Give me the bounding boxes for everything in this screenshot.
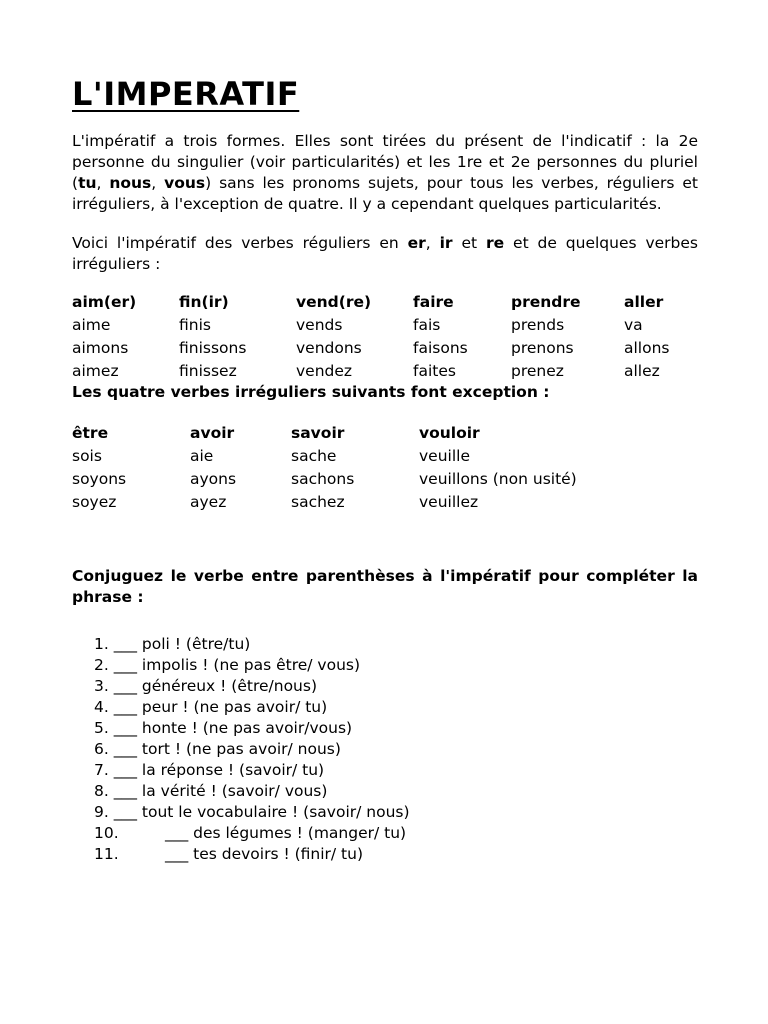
- verb-form: vendons: [296, 339, 362, 357]
- exercise-title: Conjuguez le verbe entre parenthèses à l'impératif pour compléter la phrase :: [72, 567, 698, 606]
- answer-blank[interactable]: ___: [113, 740, 137, 758]
- item-text: peur ! (ne pas avoir/ tu): [141, 698, 328, 716]
- item-number: 11.: [94, 845, 119, 863]
- verb-form: faites: [413, 362, 456, 380]
- verb-header: vend(re): [296, 293, 372, 311]
- answer-blank[interactable]: ___: [164, 845, 189, 863]
- verb-header: savoir: [291, 424, 345, 442]
- exercise-item: [94, 634, 698, 655]
- intro-paragraph: L'impératif a trois formes. Elles sont tirées du présent de l'indicatif : la 2e personne du singulier (voir particularités) et les 1re et 2e personnes du pluriel (tu, nous, vous) sans les pronoms sujets, pour tous les verbes, réguliers et irréguliers, à l'exception de quatre. Il y a cependant quelques particularités.: [72, 132, 698, 213]
- answer-blank[interactable]: ___: [113, 635, 137, 653]
- item-number: 1.: [94, 635, 109, 653]
- exercise-item: [94, 718, 698, 739]
- ending-re: re: [485, 234, 505, 252]
- item-text: tort ! (ne pas avoir/ nous): [141, 740, 341, 758]
- exercise-item: [94, 676, 698, 697]
- verb-header: aim(er): [72, 293, 137, 311]
- verb-form: aimez: [72, 362, 119, 380]
- verb-column: [296, 291, 371, 383]
- exercise-list: [72, 634, 698, 865]
- page-title: L'IMPERATIF: [72, 75, 300, 113]
- item-text: des légumes ! (manger/ tu): [193, 824, 407, 842]
- answer-blank[interactable]: ___: [113, 677, 137, 695]
- verb-form: prenez: [511, 362, 564, 380]
- exercise-item: [94, 802, 698, 823]
- verb-header: prendre: [511, 293, 581, 311]
- answer-blank[interactable]: ___: [113, 698, 137, 716]
- pronoun-tu: tu: [78, 174, 97, 192]
- exercise-item: [94, 823, 698, 844]
- verb-header: aller: [624, 293, 664, 311]
- pronoun-vous: vous: [164, 174, 206, 192]
- item-text: tes devoirs ! (finir/ tu): [193, 845, 364, 863]
- answer-blank[interactable]: ___: [113, 761, 137, 779]
- verb-form: vendez: [296, 362, 353, 380]
- document-page: [72, 70, 698, 865]
- item-number: 5.: [94, 719, 109, 737]
- item-number: 2.: [94, 656, 109, 674]
- item-text: honte ! (ne pas avoir/vous): [141, 719, 353, 737]
- answer-blank[interactable]: ___: [113, 803, 137, 821]
- verb-form: soyons: [72, 470, 127, 488]
- irregular-verbs-table: [72, 422, 698, 514]
- answer-blank[interactable]: ___: [113, 656, 137, 674]
- exercise-item: [94, 739, 698, 760]
- verb-form: faisons: [413, 339, 468, 357]
- verb-form: allons: [624, 339, 670, 357]
- verb-form: sache: [291, 447, 337, 465]
- verb-form: prends: [511, 316, 565, 334]
- verb-form: aie: [190, 447, 214, 465]
- verb-form: finis: [179, 316, 211, 334]
- verb-header: avoir: [190, 424, 235, 442]
- verb-form: veuillez: [419, 493, 479, 511]
- verb-form: sachons: [291, 470, 355, 488]
- item-text: poli ! (être/tu): [141, 635, 251, 653]
- verb-form: veuille: [419, 447, 470, 465]
- verb-column: [511, 291, 581, 383]
- verb-form: aime: [72, 316, 111, 334]
- item-number: 8.: [94, 782, 109, 800]
- verb-header: fin(ir): [179, 293, 229, 311]
- item-number: 10.: [94, 824, 119, 842]
- item-number: 3.: [94, 677, 109, 695]
- regular-verbs-table: [72, 291, 698, 383]
- item-number: 4.: [94, 698, 109, 716]
- exercise-item: [94, 781, 698, 802]
- verb-form: vends: [296, 316, 343, 334]
- item-text: généreux ! (être/nous): [141, 677, 317, 695]
- verb-form: sois: [72, 447, 102, 465]
- verb-form: finissez: [179, 362, 237, 380]
- verb-form: ayons: [190, 470, 237, 488]
- item-text: tout le vocabulaire ! (savoir/ nous): [141, 803, 410, 821]
- verb-form: allez: [624, 362, 660, 380]
- exceptions-title: Les quatre verbes irréguliers suivants font exception :: [72, 383, 550, 401]
- item-text: impolis ! (ne pas être/ vous): [141, 656, 361, 674]
- ending-ir: ir: [439, 234, 453, 252]
- exercise-item: [94, 697, 698, 718]
- exercise-item: [94, 760, 698, 781]
- exercise-item: [94, 655, 698, 676]
- ending-er: er: [407, 234, 426, 252]
- verb-column: [190, 422, 236, 514]
- verb-form: veuillons (non usité): [419, 470, 577, 488]
- exercise-item: [94, 844, 698, 865]
- verb-form: aimons: [72, 339, 129, 357]
- verb-header: être: [72, 424, 109, 442]
- item-text: la vérité ! (savoir/ vous): [141, 782, 328, 800]
- verb-header: vouloir: [419, 424, 480, 442]
- verb-header: faire: [413, 293, 454, 311]
- verb-column: [291, 422, 354, 514]
- pronoun-nous: nous: [109, 174, 152, 192]
- verb-form: soyez: [72, 493, 117, 511]
- verb-column: [72, 291, 136, 383]
- verb-column: [413, 291, 468, 383]
- verb-form: va: [624, 316, 643, 334]
- verb-column: [72, 422, 126, 514]
- item-text: la réponse ! (savoir/ tu): [141, 761, 325, 779]
- item-number: 6.: [94, 740, 109, 758]
- verb-column: [179, 291, 246, 383]
- item-number: 9.: [94, 803, 109, 821]
- regular-verbs-intro: Voici l'impératif des verbes réguliers en er, ir et re et de quelques verbes irréguliers :: [72, 234, 699, 273]
- answer-blank[interactable]: ___: [113, 782, 137, 800]
- verb-column: [419, 422, 577, 514]
- answer-blank[interactable]: ___: [113, 719, 137, 737]
- verb-form: ayez: [190, 493, 227, 511]
- verb-form: finissons: [179, 339, 247, 357]
- verb-form: sachez: [291, 493, 345, 511]
- verb-form: prenons: [511, 339, 574, 357]
- verb-column: [624, 291, 670, 383]
- item-number: 7.: [94, 761, 109, 779]
- verb-form: fais: [413, 316, 441, 334]
- answer-blank[interactable]: ___: [164, 824, 189, 842]
